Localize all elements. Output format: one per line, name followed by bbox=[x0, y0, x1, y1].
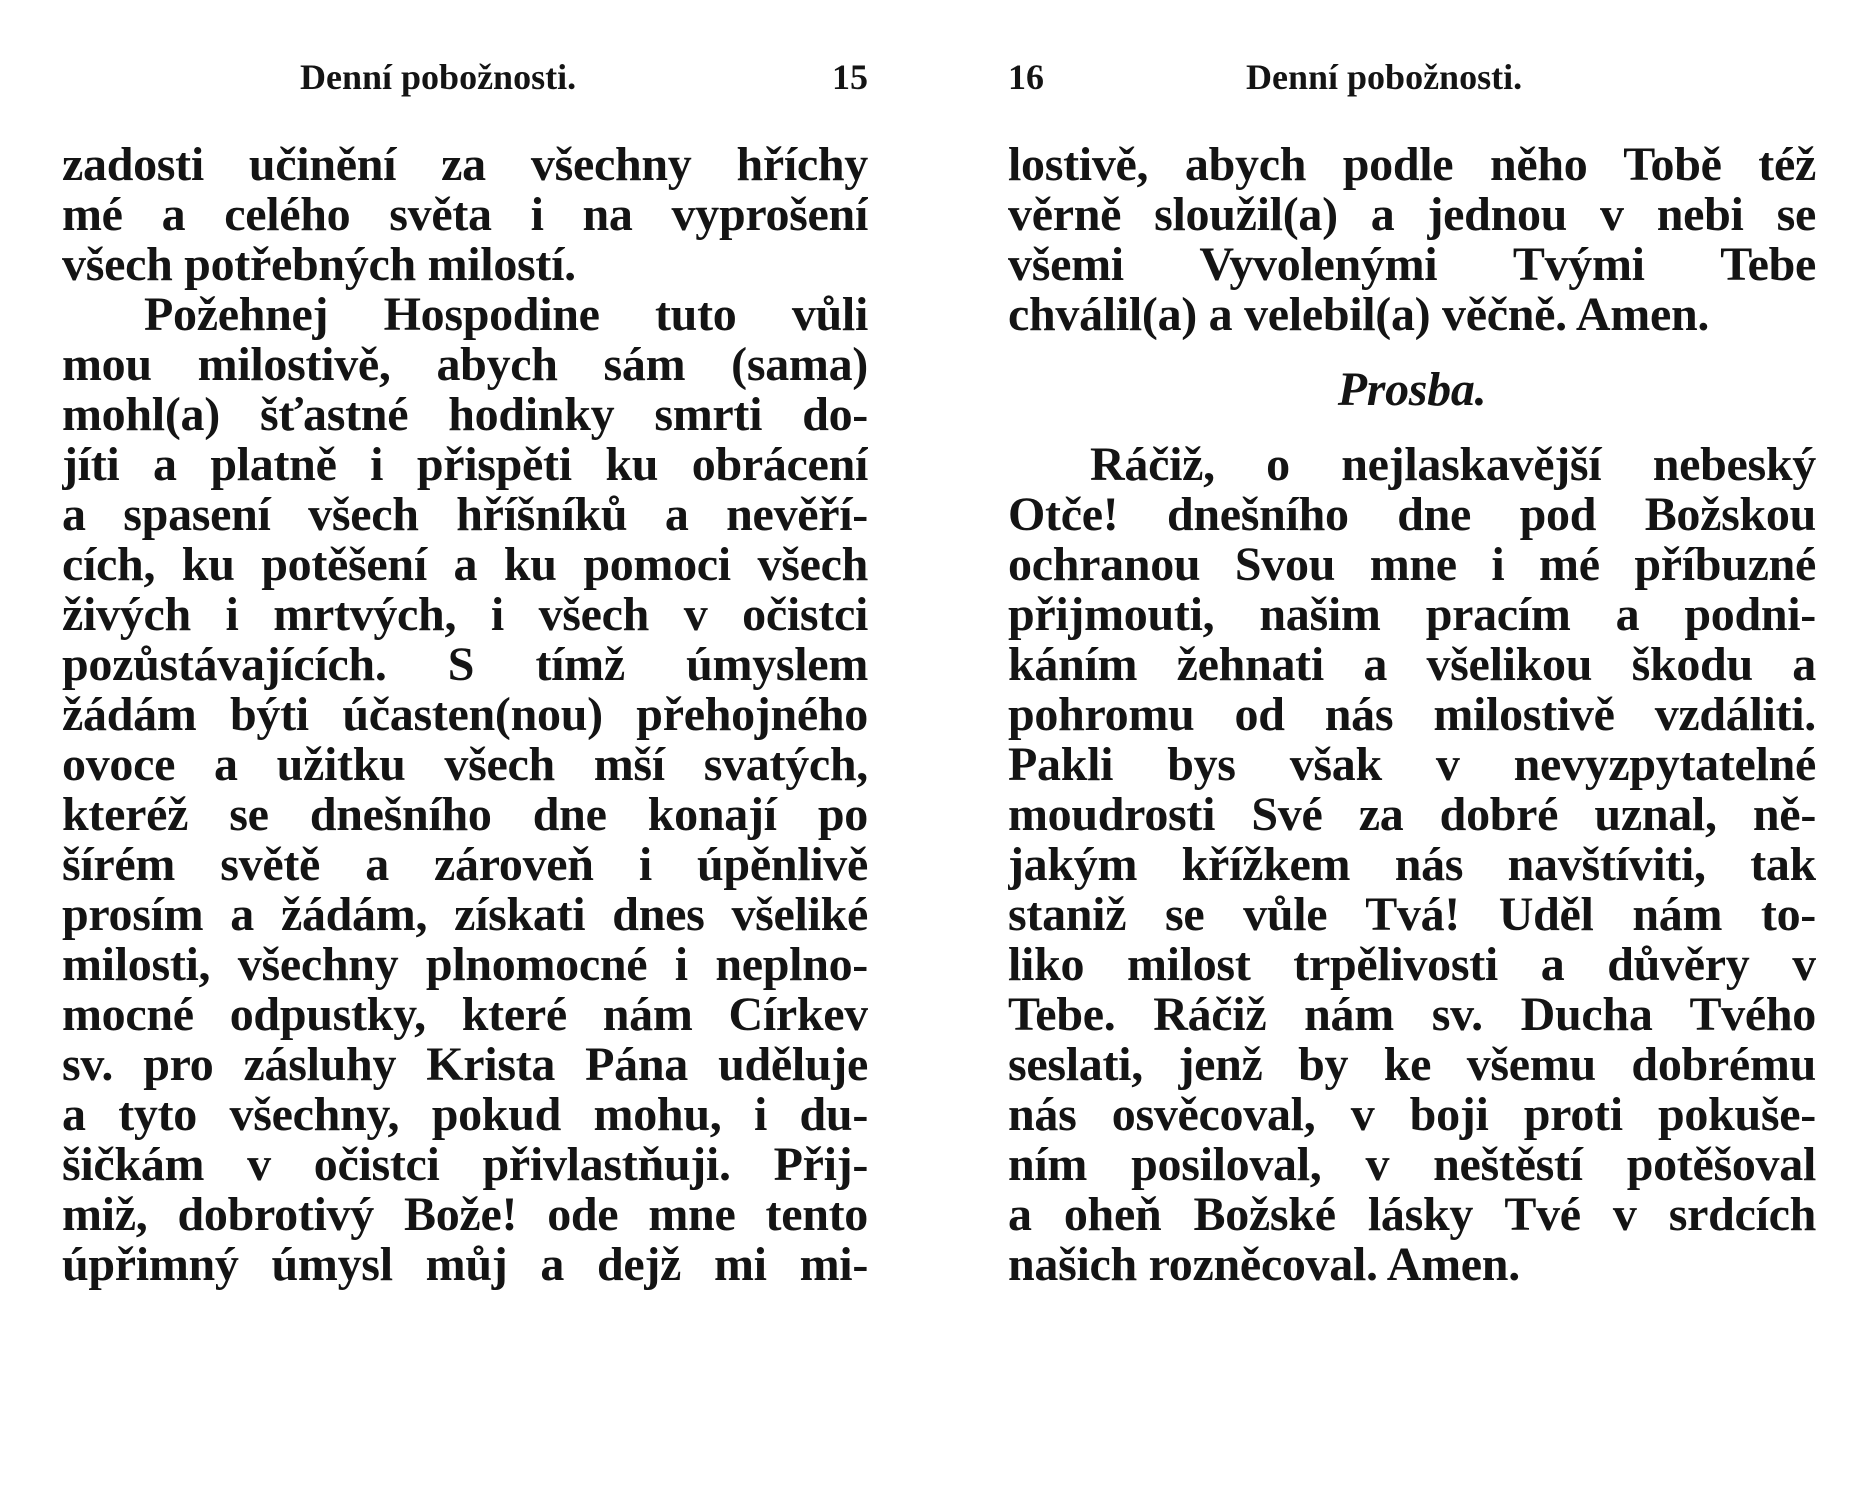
text-line: úpřimný úmysl můj a dejž mi mi- bbox=[62, 1240, 868, 1290]
left-page bbox=[62, 0, 868, 1500]
text-line: šičkám v očistci přivlastňuji. Přij- bbox=[62, 1140, 868, 1190]
text-line: přijmouti, našim pracím a podni- bbox=[1008, 590, 1816, 640]
text-line: nás osvěcoval, v boji proti pokuše- bbox=[1008, 1090, 1816, 1140]
right-text-block-after-heading bbox=[1008, 440, 1816, 1290]
text-line: věrně sloužil(a) a jednou v nebi se bbox=[1008, 190, 1816, 240]
section-heading: Prosba. bbox=[1337, 363, 1487, 416]
text-line: prosím a žádám, získati dnes všeliké bbox=[62, 890, 868, 940]
text-line: cích, ku potěšení a ku pomoci všech bbox=[62, 540, 868, 590]
text-line: miž, dobrotivý Bože! ode mne tento bbox=[62, 1190, 868, 1240]
text-line: ovoce a užitku všech mší svatých, bbox=[62, 740, 868, 790]
left-running-head bbox=[62, 52, 868, 102]
text-line: a spasení všech hříšníků a nevěří- bbox=[62, 490, 868, 540]
text-line: zadosti učinění za všechny hříchy bbox=[62, 140, 868, 190]
text-line: sv. pro zásluhy Krista Pána uděluje bbox=[62, 1040, 868, 1090]
text-line: šírém světě a zároveň i úpěnlivě bbox=[62, 840, 868, 890]
text-line: mou milostivě, abych sám (sama) bbox=[62, 340, 868, 390]
right-text-block-before-heading bbox=[1008, 140, 1816, 340]
text-line: Pakli bys však v nevyzpytatelné bbox=[1008, 740, 1816, 790]
text-line: ochranou Svou mne i mé příbuzné bbox=[1008, 540, 1816, 590]
text-line: a tyto všechny, pokud mohu, i du- bbox=[62, 1090, 868, 1140]
right-body-text bbox=[1008, 140, 1816, 1290]
text-line: našich rozněcoval. Amen. bbox=[1008, 1240, 1520, 1290]
left-running-title: Denní pobožnosti. bbox=[300, 57, 577, 97]
text-line: milosti, všechny plnomocné i neplno- bbox=[62, 940, 868, 990]
text-line: všemi Vyvolenými Tvými Tebe bbox=[1008, 240, 1816, 290]
text-line: jíti a platně i přispěti ku obrácení bbox=[62, 440, 868, 490]
text-line: Otče! dnešního dne pod Božskou bbox=[1008, 490, 1816, 540]
text-line: a oheň Božské lásky Tvé v srdcích bbox=[1008, 1190, 1816, 1240]
text-line: živých i mrtvých, i všech v očistci bbox=[62, 590, 868, 640]
text-line: liko milost trpělivosti a důvěry v bbox=[1008, 940, 1816, 990]
right-page bbox=[1008, 0, 1816, 1500]
text-line: lostivě, abych podle něho Tobě též bbox=[1008, 140, 1816, 190]
text-line: mé a celého světa i na vyprošení bbox=[62, 190, 868, 240]
right-running-head bbox=[1008, 52, 1816, 102]
text-line: žádám býti účasten(nou) přehojného bbox=[62, 690, 868, 740]
text-line: mohl(a) šťastné hodinky smrti do- bbox=[62, 390, 868, 440]
right-running-title: Denní pobožnosti. bbox=[1246, 57, 1523, 97]
right-page-number: 16 bbox=[1008, 57, 1044, 97]
text-line: Ráčiž, o nejlaskavější nebeský bbox=[1090, 440, 1816, 490]
text-line: moudrosti Své za dobré uznal, ně- bbox=[1008, 790, 1816, 840]
text-line: všech potřebných milostí. bbox=[62, 240, 576, 290]
text-line: Požehnej Hospodine tuto vůli bbox=[144, 290, 868, 340]
text-line: seslati, jenž by ke všemu dobrému bbox=[1008, 1040, 1816, 1090]
text-line: staniž se vůle Tvá! Uděl nám to- bbox=[1008, 890, 1816, 940]
text-line: jakým křížkem nás navštíviti, tak bbox=[1008, 840, 1816, 890]
text-line: chválil(a) a velebil(a) věčně. Amen. bbox=[1008, 290, 1710, 340]
text-line: káním žehnati a všelikou škodu a bbox=[1008, 640, 1816, 690]
text-line: pohromu od nás milostivě vzdáliti. bbox=[1008, 690, 1816, 740]
text-line: Tebe. Ráčiž nám sv. Ducha Tvého bbox=[1008, 990, 1816, 1040]
left-body-text bbox=[62, 140, 868, 1290]
text-line: mocné odpustky, které nám Církev bbox=[62, 990, 868, 1040]
text-line: pozůstávajících. S tímž úmyslem bbox=[62, 640, 868, 690]
left-page-number: 15 bbox=[832, 57, 868, 97]
text-line: ním posiloval, v neštěstí potěšoval bbox=[1008, 1140, 1816, 1190]
text-line: kteréž se dnešního dne konají po bbox=[62, 790, 868, 840]
